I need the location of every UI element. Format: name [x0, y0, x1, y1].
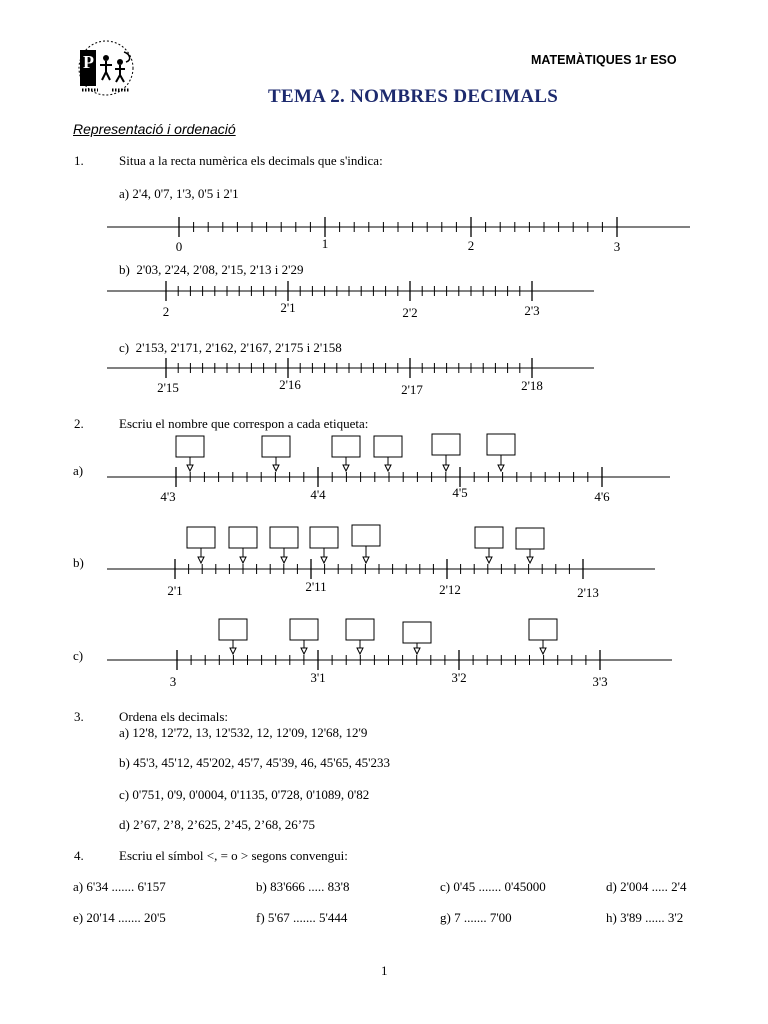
ex1a-tick-label: 3: [613, 239, 621, 254]
ex3-number: 3.: [74, 709, 84, 724]
ex4-c: c) 0'45 ....... 0'45000: [440, 879, 546, 894]
ex2c-2-answer-box: [346, 619, 374, 640]
ex3-item-d: d) 2’67, 2’8, 2’625, 2’45, 2’68, 26’75: [119, 817, 316, 832]
ex4-d: d) 2'004 ..... 2'4: [606, 879, 687, 894]
ex1b-tick-label: 2'3: [524, 303, 540, 318]
ex2a-4-pointer-arrow: [443, 465, 449, 471]
ex4-b: b) 83'666 ..... 83'8: [256, 879, 350, 894]
ex2a-4-answer-box: [432, 434, 460, 455]
ex2a-1-answer-box: [262, 436, 290, 457]
ex1b-items: b) 2'03, 2'24, 2'08, 2'15, 2'13 i 2'29: [119, 262, 304, 277]
page-title: TEMA 2. NOMBRES DECIMALS: [268, 86, 559, 107]
ex2b-tick-label: 2'12: [439, 582, 461, 597]
ex2-instruction: Escriu el nombre que correspon a cada etiqueta:: [119, 416, 369, 431]
ex1a-tick-label: 2: [467, 238, 475, 253]
ex2b-5-pointer-arrow: [486, 557, 492, 563]
ex2b-3-pointer-arrow: [321, 557, 327, 563]
ex2c-tick-label: 3'1: [310, 670, 326, 685]
ex2b-1-pointer-arrow: [240, 557, 246, 563]
ex1b-tick-label: 2'1: [280, 300, 296, 315]
ex2c-1-pointer-arrow: [301, 648, 307, 654]
ex2a-0-pointer-arrow: [187, 465, 193, 471]
ex1c-tick-label: 2'17: [401, 382, 423, 397]
svg-text:P: P: [83, 52, 94, 72]
ex2c-3-answer-box: [403, 622, 431, 643]
ex2c-tick-label: 3'3: [592, 674, 608, 689]
ex2a-label: a): [73, 463, 84, 478]
ex2a-2-answer-box: [332, 436, 360, 457]
ex1c-tick-label: 2'16: [279, 377, 301, 392]
ex2b-4-answer-box: [352, 525, 380, 546]
ex1c-items: c) 2'153, 2'171, 2'162, 2'167, 2'175 i 2'158: [119, 340, 342, 355]
ex2b-0-answer-box: [187, 527, 215, 548]
ex2b-1-answer-box: [229, 527, 257, 548]
ex2b-tick-label: 2'1: [167, 583, 183, 598]
ex2c-1-answer-box: [290, 619, 318, 640]
ex2c-4-pointer-arrow: [540, 648, 546, 654]
ex2-number: 2.: [74, 416, 84, 431]
ex2b-tick-label: 2'13: [577, 585, 599, 600]
ex2a-5-answer-box: [487, 434, 515, 455]
ex2a-0-answer-box: [176, 436, 204, 457]
ex4-g: g) 7 ....... 7'00: [440, 910, 512, 925]
ex1a-items: a) 2'4, 0'7, 1'3, 0'5 i 2'1: [119, 186, 239, 201]
ex2b-6-pointer-arrow: [527, 557, 533, 563]
ex2b-tick-label: 2'11: [305, 579, 327, 594]
ex4-f: f) 5'67 ....... 5'444: [256, 910, 348, 925]
ex2c-0-pointer-arrow: [230, 648, 236, 654]
ex1c-tick-label: 2'15: [157, 380, 179, 395]
ex1b-tick-label: 2: [162, 304, 170, 319]
ex1-instruction: Situa a la recta numèrica els decimals que s'indica:: [119, 153, 383, 168]
ex2c-2-pointer-arrow: [357, 648, 363, 654]
ex1b-tick-label: 2'2: [402, 305, 418, 320]
section-title: Representació i ordenació: [73, 121, 236, 137]
ex2a-1-pointer-arrow: [273, 465, 279, 471]
ex1-number: 1.: [74, 153, 84, 168]
ex2b-5-answer-box: [475, 527, 503, 548]
subject-label: MATEMÀTIQUES 1r ESO: [531, 53, 677, 67]
ex2c-0-answer-box: [219, 619, 247, 640]
ex2b-2-pointer-arrow: [281, 557, 287, 563]
page-number: 1: [381, 963, 388, 978]
ex4-a: a) 6'34 ....... 6'157: [73, 879, 166, 894]
ex2b-2-answer-box: [270, 527, 298, 548]
ex2a-3-answer-box: [374, 436, 402, 457]
ex2c-3-pointer-arrow: [414, 648, 420, 654]
ex2b-3-answer-box: [310, 527, 338, 548]
ex3-item-b: b) 45'3, 45'12, 45'202, 45'7, 45'39, 46, 45'65, 45'233: [119, 755, 390, 770]
ex2b-label: b): [73, 555, 84, 570]
ex2a-tick-label: 4'5: [452, 485, 468, 500]
ex2c-4-answer-box: [529, 619, 557, 640]
ex2a-2-pointer-arrow: [343, 465, 349, 471]
ex2c-tick-label: 3'2: [451, 670, 467, 685]
ex2a-tick-label: 4'6: [594, 489, 610, 504]
ex3-item-a: a) 12'8, 12'72, 13, 12'532, 12, 12'09, 12'68, 12'9: [119, 725, 368, 740]
ex2a-tick-label: 4'4: [310, 487, 326, 502]
ex2b-4-pointer-arrow: [363, 557, 369, 563]
ex2c-tick-label: 3: [169, 674, 177, 689]
ex2a-5-pointer-arrow: [498, 465, 504, 471]
ex4-e: e) 20'14 ....... 20'5: [73, 910, 166, 925]
ex2a-3-pointer-arrow: [385, 465, 391, 471]
ex2c-label: c): [73, 648, 84, 663]
ex3-instruction: Ordena els decimals:: [119, 709, 229, 724]
ex1a-tick-label: 1: [321, 236, 329, 251]
ex4-h: h) 3'89 ...... 3'2: [606, 910, 684, 925]
ex2a-tick-label: 4'3: [160, 489, 176, 504]
ex4-number: 4.: [74, 848, 84, 863]
ex3-item-c: c) 0'751, 0'9, 0'0004, 0'1135, 0'728, 0'1089, 0'82: [119, 787, 370, 802]
ex4-instruction: Escriu el símbol <, = o > segons convengui:: [119, 848, 348, 863]
ex2b-6-answer-box: [516, 528, 544, 549]
ex2b-0-pointer-arrow: [198, 557, 204, 563]
ex1c-tick-label: 2'18: [521, 378, 543, 393]
ex1a-tick-label: 0: [175, 239, 183, 254]
